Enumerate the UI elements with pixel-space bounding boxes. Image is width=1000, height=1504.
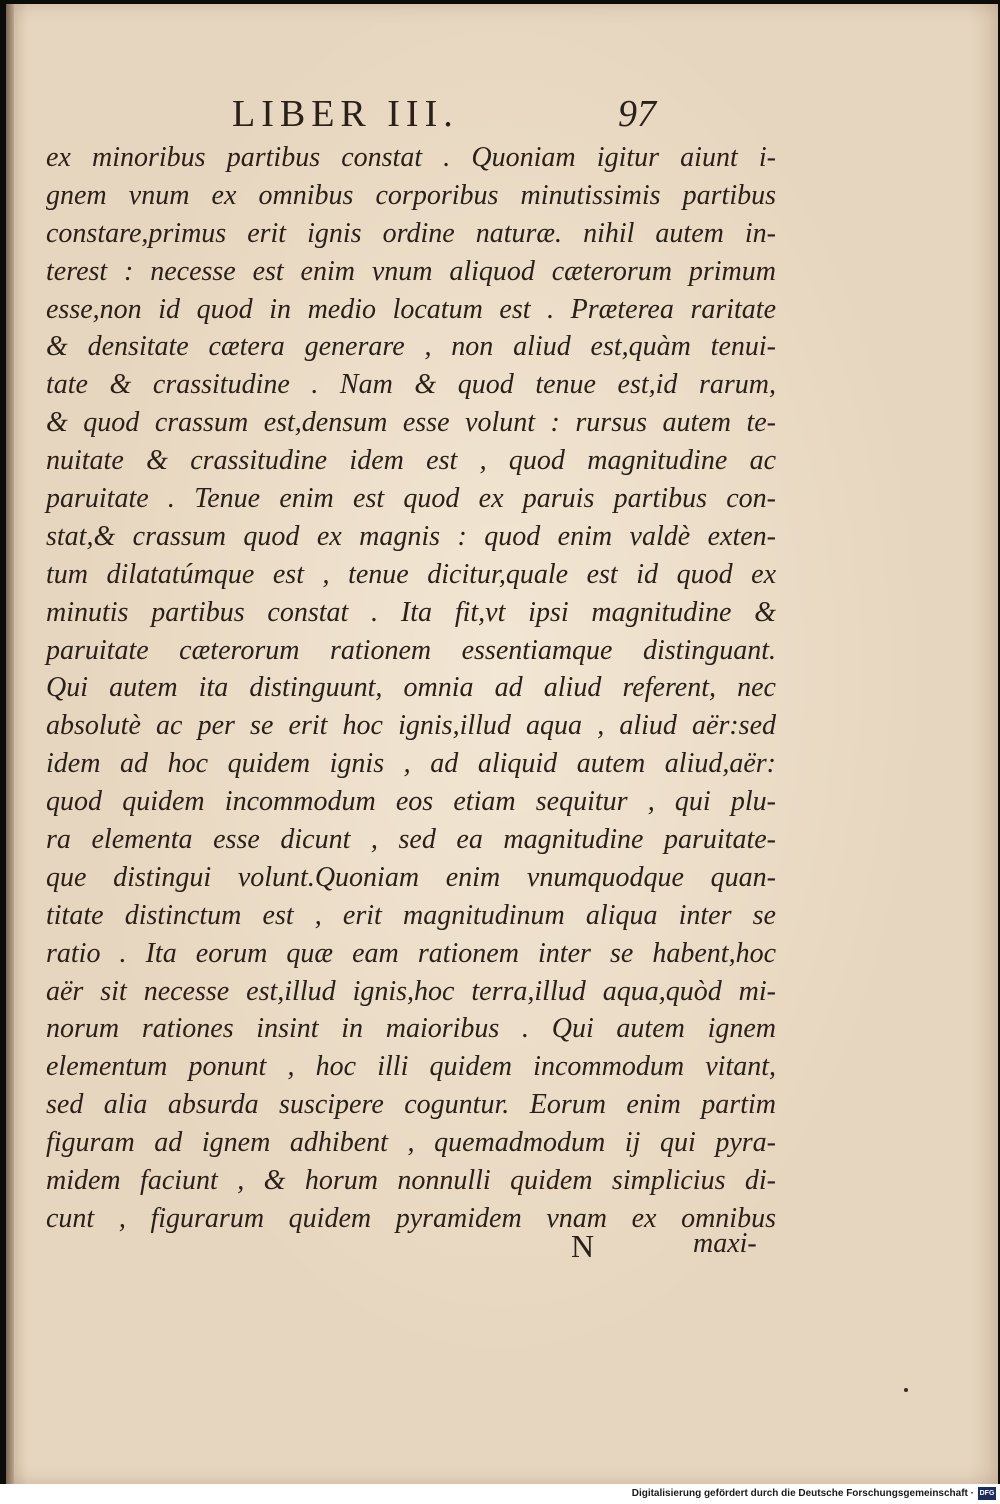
text-line: norum rationes insint in maioribus . Qui autem ignem: [46, 1013, 776, 1045]
text-line: idem ad hoc quidem ignis , ad aliquid autem aliud,aër:: [46, 748, 776, 780]
text-line: tum dilatatúmque est , tenue dicitur,quale est id quod ex: [46, 558, 776, 590]
text-line: aër sit necesse est,illud ignis,hoc terra,illud aqua,quòd mi-: [46, 975, 776, 1007]
text-line: & quod crassum est,densum esse volunt : rursus autem te-: [46, 407, 776, 439]
text-line: elementum ponunt , hoc illi quidem incommodum vitant,: [46, 1051, 776, 1083]
text-line: sed alia absurda suscipere coguntur. Eorum enim partim: [46, 1089, 776, 1121]
text-line: ratio . Ita eorum quæ eam rationem inter se habent,hoc: [46, 937, 776, 969]
text-line: esse,non id quod in medio locatum est . Præterea raritate: [46, 293, 776, 325]
page-footer: [46, 1228, 776, 1268]
signature-mark: N: [571, 1228, 595, 1264]
text-line: & densitate cætera generare , non aliud est,quàm tenui-: [46, 331, 776, 363]
page-number: 97: [618, 93, 656, 135]
funding-credit: Digitalisierung gefördert durch die Deutsche Forschungsgemeinschaft ·: [631, 1488, 974, 1499]
book-page: [6, 4, 998, 1484]
text-line: figuram ad ignem adhibent , quemadmodum ij qui pyra-: [46, 1127, 776, 1159]
running-head: [6, 92, 998, 142]
text-line: ex minoribus partibus constat . Quoniam igitur aiunt i-: [46, 142, 776, 173]
text-line: titate distinctum est , erit magnitudinum aliqua inter se: [46, 899, 776, 931]
credit-bar: [0, 1484, 1000, 1504]
text-line: tate & crassitudine . Nam & quod tenue est,id rarum,: [46, 369, 776, 401]
text-line: paruitate cæterorum rationem essentiamque distinguant.: [46, 634, 776, 666]
text-line: terest : necesse est enim vnum aliquod cæterorum primum: [46, 255, 776, 287]
text-line: nuitate & crassitudine idem est , quod magnitudine ac: [46, 445, 776, 477]
text-line: constare,primus erit ignis ordine naturæ. nihil autem in-: [46, 217, 776, 249]
ink-speck: [904, 1388, 908, 1392]
text-line: quod quidem incommodum eos etiam sequitur , qui plu-: [46, 786, 776, 818]
text-line: Qui autem ita distinguunt, omnia ad aliud referent, nec: [46, 672, 776, 704]
catchword: maxi-: [693, 1228, 757, 1259]
text-line: ra elementa esse dicunt , sed ea magnitudine paruitate-: [46, 824, 776, 856]
text-line: paruitate . Tenue enim est quod ex paruis partibus con-: [46, 483, 776, 515]
book-title: LIBER III.: [232, 93, 459, 135]
dfg-logo-icon: DFG: [978, 1487, 996, 1500]
main-text: [46, 139, 776, 1238]
text-line: stat,& crassum quod ex magnis : quod enim valdè exten-: [46, 520, 776, 552]
text-line: minutis partibus constat . Ita fit,vt ipsi magnitudine &: [46, 596, 776, 628]
text-line: absolutè ac per se erit hoc ignis,illud aqua , aliud aër:sed: [46, 710, 776, 742]
text-line: cunt , figurarum quidem pyramidem vnam ex omnibus: [46, 1202, 776, 1234]
text-line: que distingui volunt.Quoniam enim vnumquodque quan-: [46, 861, 776, 893]
text-line: gnem vnum ex omnibus corporibus minutissimis partibus: [46, 179, 776, 211]
binding-edge: [6, 4, 14, 1484]
text-line: midem faciunt , & horum nonnulli quidem simplicius di-: [46, 1165, 776, 1197]
